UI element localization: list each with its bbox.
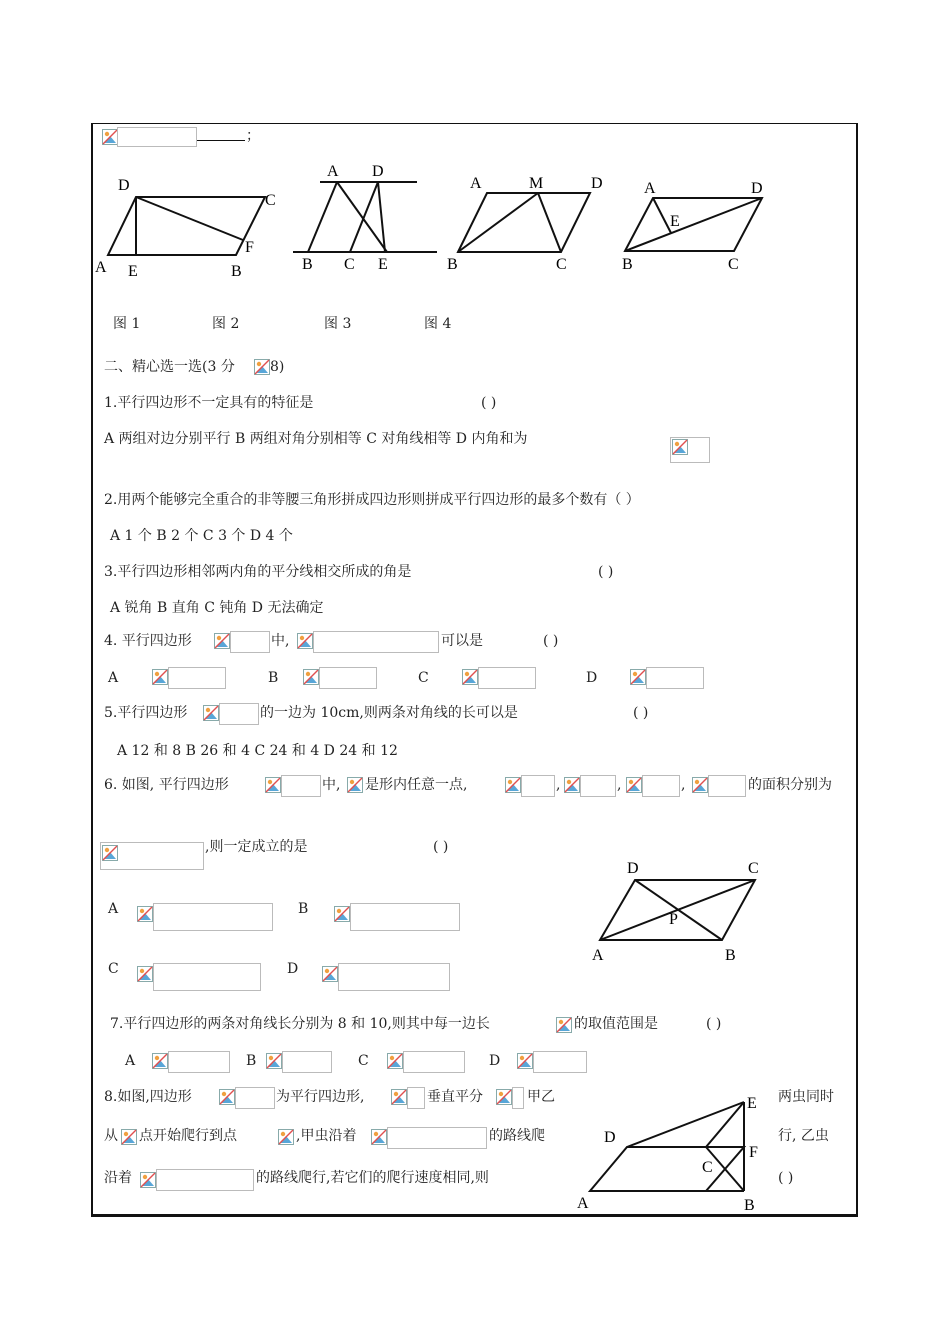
broken-image-icon [626, 777, 642, 793]
label-b: B [302, 256, 313, 273]
q8-line2-a: 从 [104, 1128, 118, 1144]
broken-image-icon [121, 1129, 137, 1145]
q7-opt-d: D [489, 1053, 501, 1069]
section-heading: 二、精心选一选(3 分 [104, 359, 235, 375]
label-c: C [748, 860, 759, 877]
label-a: A [644, 180, 656, 197]
label-c: C [344, 256, 355, 273]
q7-text-a: 7.平行四边形的两条对角线长分别为 8 和 10,则其中每一边长 [110, 1016, 490, 1032]
formula-box [387, 1127, 487, 1149]
broken-image-icon [102, 129, 118, 145]
label-b: B [231, 263, 242, 280]
figure-1 [93, 170, 283, 285]
label-d: D [591, 175, 603, 192]
broken-image-icon [137, 966, 153, 982]
broken-image-icon [203, 705, 219, 721]
formula-box [403, 1051, 465, 1073]
label-b: B [744, 1197, 755, 1214]
broken-image-icon [692, 777, 708, 793]
q7-opt-b: B [246, 1053, 257, 1069]
broken-image-icon [137, 906, 153, 922]
label-c: C [702, 1159, 713, 1176]
label-a: A [577, 1195, 589, 1212]
caption-fig3: 图 3 [324, 316, 352, 332]
q8-line2-b: 点开始爬行到点 [139, 1128, 237, 1144]
label-b: B [725, 947, 736, 964]
formula-box [338, 963, 450, 991]
formula-box [168, 1051, 230, 1073]
q1-options: A 两组对边分别平行 B 两组对角分别相等 C 对角线相等 D 内角和为 [104, 431, 528, 447]
broken-image-icon [630, 669, 646, 685]
q7-text-b: 的取值范围是 [574, 1016, 658, 1032]
broken-image-icon [278, 1129, 294, 1145]
q6-text-d: 的面积分别为 [748, 777, 832, 793]
q6-comma-3: , [681, 777, 686, 793]
formula-box [230, 631, 270, 653]
broken-image-icon [387, 1053, 403, 1069]
broken-image-icon [140, 1172, 156, 1188]
label-a: A [470, 175, 482, 192]
label-f: F [245, 239, 254, 256]
q4-opt-d: D [586, 670, 598, 686]
q8-right-1: 两虫同时 [778, 1089, 834, 1105]
q5-text-b: 的一边为 10cm,则两条对角线的长可以是 [260, 705, 518, 721]
label-c: C [556, 256, 567, 273]
q5-paren: ( ) [633, 705, 649, 721]
broken-image-icon [347, 777, 363, 793]
q6-paren: ( ) [433, 839, 449, 855]
q3-options: A 锐角 B 直角 C 钝角 D 无法确定 [110, 600, 324, 616]
figure-4 [618, 175, 773, 275]
label-c: C [265, 192, 276, 209]
formula-box [313, 631, 439, 653]
formula-box [670, 437, 710, 463]
label-e: E [378, 256, 388, 273]
broken-image-icon [265, 777, 281, 793]
q7-paren: ( ) [706, 1016, 722, 1032]
q6-comma-2: , [617, 777, 622, 793]
formula-box [642, 775, 680, 797]
broken-image-icon [391, 1089, 407, 1105]
caption-fig2: 图 2 [212, 316, 240, 332]
broken-image-icon [152, 1053, 168, 1069]
q6-comma-1: , [556, 777, 561, 793]
formula-box [100, 842, 204, 870]
label-e: E [670, 213, 680, 230]
figure-2 [290, 160, 440, 275]
broken-image-icon [214, 633, 230, 649]
label-p: P [669, 911, 678, 928]
formula-box [117, 127, 197, 147]
formula-box [407, 1087, 425, 1109]
q7-opt-a: A [125, 1053, 136, 1069]
formula-box [235, 1087, 275, 1109]
q6-text-e: ,则一定成立的是 [205, 839, 308, 855]
formula-box [708, 775, 746, 797]
broken-image-icon [517, 1053, 533, 1069]
label-m: M [529, 175, 544, 192]
q4-text-b: 中, [271, 633, 290, 649]
q6-text-b: 中, [322, 777, 341, 793]
formula-box [580, 775, 616, 797]
broken-image-icon [564, 777, 580, 793]
q8-line1-b: 为平行四边形, [276, 1089, 365, 1105]
q4-paren: ( ) [543, 633, 559, 649]
q5-options: A 12 和 8 B 26 和 4 C 24 和 4 D 24 和 12 [117, 743, 398, 759]
q7-opt-c: C [358, 1053, 369, 1069]
q8-right-2: 行, 乙虫 [778, 1128, 829, 1144]
label-a: A [592, 947, 604, 964]
q1-paren: ( ) [481, 395, 497, 411]
q4-opt-c: C [418, 670, 429, 686]
label-e: E [128, 263, 138, 280]
broken-image-icon [496, 1089, 512, 1105]
broken-image-icon [219, 1089, 235, 1105]
formula-box [282, 1051, 332, 1073]
q6-text-c: 是形内任意一点, [365, 777, 468, 793]
broken-image-icon [266, 1053, 282, 1069]
broken-image-icon [371, 1129, 387, 1145]
q8-line1-c: 垂直平分 [427, 1089, 483, 1105]
broken-image-icon [152, 669, 168, 685]
q6-figure [585, 852, 775, 967]
label-f: F [749, 1144, 758, 1161]
label-a: A [327, 163, 339, 180]
broken-image-icon [505, 777, 521, 793]
formula-box [219, 703, 259, 725]
q6-opt-d: D [287, 961, 299, 977]
caption-fig1: 图 1 [113, 316, 141, 332]
q4-text-a: 4. 平行四边形 [104, 633, 192, 649]
label-b: B [622, 256, 633, 273]
formula-box [521, 775, 555, 797]
label-e: E [747, 1095, 757, 1112]
label-d: D [627, 860, 639, 877]
q8-figure [572, 1086, 772, 1214]
q6-text-a: 6. 如图, 平行四边形 [104, 777, 229, 793]
q8-right-3: ( ) [778, 1170, 794, 1186]
caption-fig4: 图 4 [424, 316, 452, 332]
formula-box [319, 667, 377, 689]
broken-image-icon [322, 966, 338, 982]
label-d: D [604, 1129, 616, 1146]
formula-box [512, 1087, 524, 1109]
q3-text: 3.平行四边形相邻两内角的平分线相交所成的角是 [104, 564, 412, 580]
q1-text: 1.平行四边形不一定具有的特征是 [104, 395, 314, 411]
broken-image-icon [254, 359, 270, 375]
broken-image-icon [303, 669, 319, 685]
formula-box [153, 903, 273, 931]
q2-options: A 1 个 B 2 个 C 3 个 D 4 个 [110, 528, 293, 544]
formula-box [168, 667, 226, 689]
formula-box [533, 1051, 587, 1073]
q8-line1-a: 8.如图,四边形 [104, 1089, 192, 1105]
q2-text: 2.用两个能够完全重合的非等腰三角形拼成四边形则拼成平行四边形的最多个数有（ ） [104, 492, 640, 508]
label-c: C [728, 256, 739, 273]
q5-text-a: 5.平行四边形 [104, 705, 188, 721]
blank-line [197, 140, 245, 141]
q4-text-c: 可以是 [441, 633, 483, 649]
label-b: B [447, 256, 458, 273]
label-d: D [751, 180, 763, 197]
q3-paren: ( ) [598, 564, 614, 580]
formula-box [478, 667, 536, 689]
formula-box [350, 903, 460, 931]
label-a: A [95, 259, 107, 276]
q4-opt-a: A [108, 670, 119, 686]
q8-line2-d: 的路线爬 [489, 1128, 545, 1144]
q8-line1-d: 甲乙 [527, 1089, 555, 1105]
label-d: D [372, 163, 384, 180]
q6-opt-a: A [108, 901, 119, 917]
formula-box [646, 667, 704, 689]
broken-image-icon [556, 1017, 572, 1033]
broken-image-icon [334, 906, 350, 922]
formula-box [281, 775, 321, 797]
broken-image-icon [462, 669, 478, 685]
header-suffix: ； [246, 128, 260, 144]
q6-opt-b: B [298, 901, 309, 917]
q6-opt-c: C [108, 961, 119, 977]
figure-3 [445, 170, 610, 275]
q8-line3-a: 沿着 [104, 1170, 132, 1186]
formula-box [153, 963, 261, 991]
section-heading-tail: 8) [270, 359, 285, 375]
q8-line2-c: ,甲虫沿着 [296, 1128, 357, 1144]
label-d: D [118, 177, 130, 194]
q4-opt-b: B [268, 670, 279, 686]
broken-image-icon [297, 633, 313, 649]
q8-line3-b: 的路线爬行,若它们的爬行速度相同,则 [256, 1170, 489, 1186]
formula-box [156, 1169, 254, 1191]
